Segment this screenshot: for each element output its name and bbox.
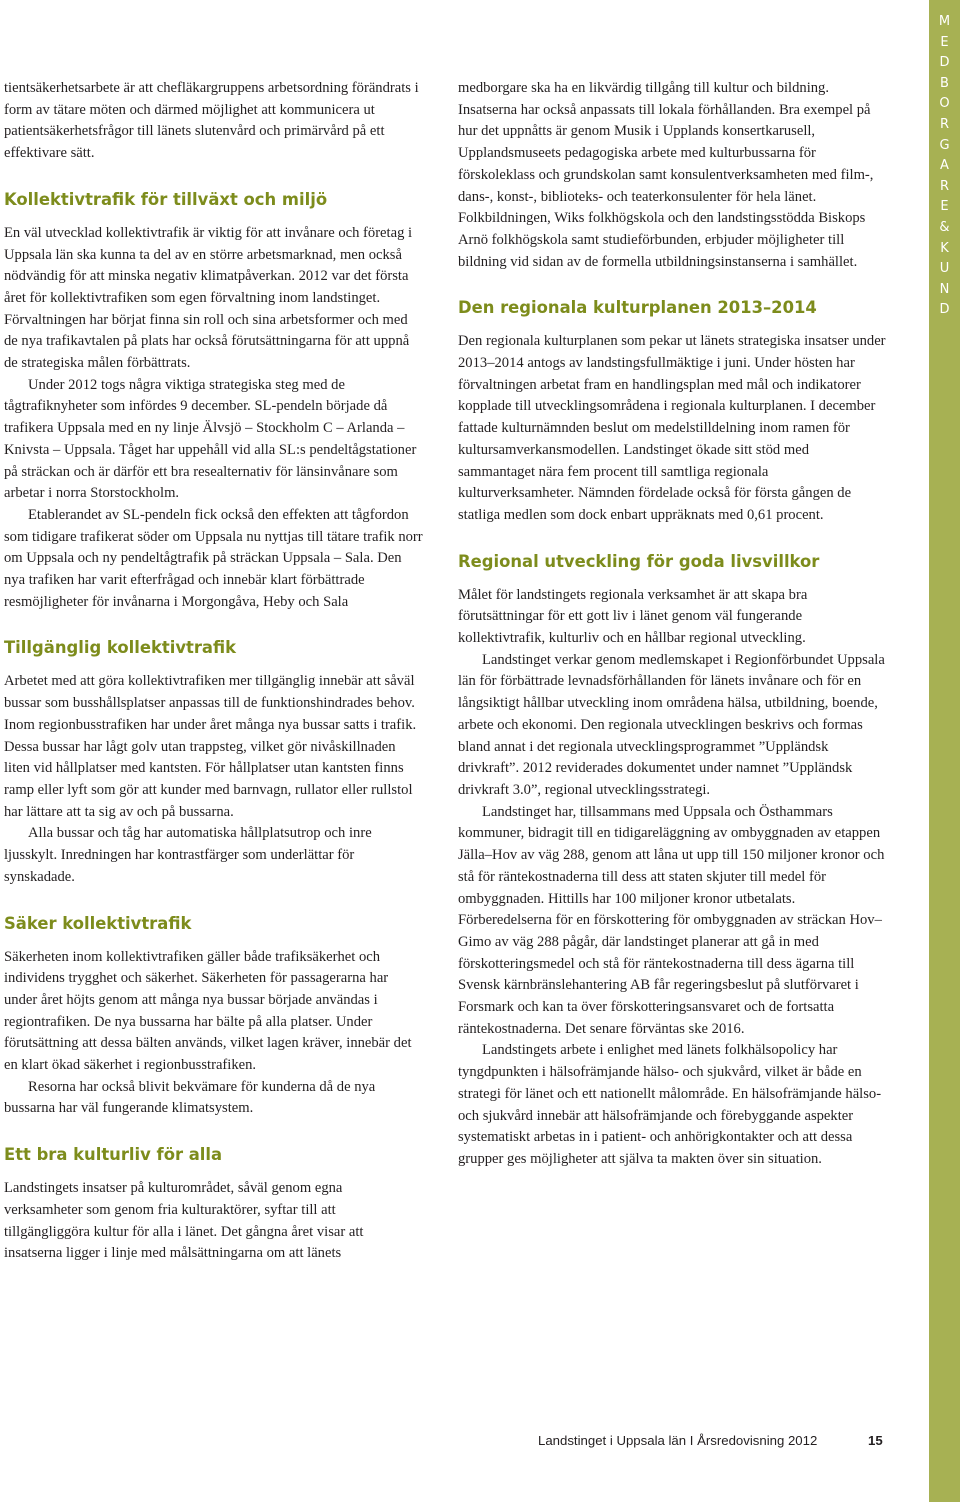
paragraph: En väl utvecklad kollektivtrafik är viktig för att invånare och företag i Uppsala län ska kunna ta del av en större arbetsmarknad, men också nödvändig för att minska negativ klimatpåverkan. 2012 var det första året för kollektivtrafiken som egen förvaltning inom landstinget. Förvaltningen har börjat finna sin roll och sina arbetsformer och med de nya trafikavtalen på plats har också förutsättningarna för att uppnå de strategiska målen förbättrats.	[4, 224, 413, 372]
left-column	[4, 78, 424, 1265]
sidebar-letter: N	[939, 281, 950, 297]
footer-text: Landstinget i Uppsala län I Årsredovisning 2012	[538, 1433, 818, 1448]
paragraph: Landstinget har, tillsammans med Uppsala och Östhammars kommuner, bidragit till en tidigareläggning av ombyggnaden av etappen Jälla–Hov av väg 288, genom att låna ut upp till 150 miljoner kronor och stå för räntekostnaderna till dess att staten skjuter till medel för ombyggnaden. Hittills har 100 miljoner kronor utbetalats. Förberedelserna för en förskottering för ombyggnaden av sträckan Hov–Gimo av väg 288 pågår, där landstinget planerar att gå in med förskotteringsmedel och stå för räntekostnaderna till dess ägarna till Svensk kärnbränslehantering AB får regeringsbeslut på slutförvaret i Forsmark och kan ta över förskotteringsansvaret och de fortsatta räntekostnaderna. Det senare förväntas ske 2016.	[458, 803, 885, 1037]
paragraph: Alla bussar och tåg har automatiska hållplatsutrop och inre ljusskylt. Inredningen har kontrastfärger som underlättar för synskadade.	[4, 825, 372, 885]
heading-saker: Säker kollektivtrafik	[4, 913, 192, 933]
paragraph: Målet för landstingets regionala verksamhet är att skapa bra förutsättningar för ett gott liv i länet genom väl fungerande kollektivtrafik, kulturliv och en hållbar regional utveckling.	[458, 586, 808, 647]
sidebar-letter: M	[938, 14, 951, 29]
sidebar-letter: K	[940, 240, 949, 256]
section-sidebar-tab	[929, 0, 960, 1502]
left-intro-paragraph: tientsäkerhetsarbete är att chefläkargruppens arbetsordning förändrats i form av tätare möten och därmed möjlighet att kommunicera ut patientsäkerhetsfrågor till länets slutenvård och primärvård på ett effektivare sätt.	[4, 80, 419, 162]
sidebar-letter: E	[940, 34, 949, 50]
page-number: 15	[868, 1433, 883, 1448]
paragraph: Landstinget verkar genom medlemskapet i Regionförbundet Uppsala län för förbättrade levnadsförhållanden för länets invånare och för en långsiktigt hållbar utveckling inom områdena hälsa, utbildning, boende, arbete och ekonomi. Den regionala utvecklingen beskrivs och formas bland annat i det regionala utvecklingsprogrammet ”Uppländsk drivkraft”. 2012 reviderades dokumentet under namnet ”Uppländsk drivkraft 3.0”, regional utvecklingsstrategi.	[458, 651, 885, 798]
sidebar-letter: B	[940, 75, 949, 91]
sidebar-letter: R	[939, 116, 950, 132]
sidebar-letter: R	[939, 178, 950, 194]
heading-tillganglig: Tillgänglig kollektivtrafik	[4, 638, 237, 658]
sidebar-letter: D	[939, 302, 950, 318]
paragraph: Etablerandet av SL-pendeln fick också den effekten att tågfordon som tidigare trafikerat söder om Uppsala nu nyttjas till tätare trafik norr om Uppsala och ny pendeltågtrafik på sträckan Uppsala – Sala. Den nya trafiken har varit efterfrågad och innebär klart förbättrade resmöjligheter för invånarna i Morgongåva, Heby och Sala	[4, 506, 423, 610]
heading-regional: Regional utveckling för goda livsvillkor	[458, 551, 820, 571]
sidebar-letter: A	[940, 158, 949, 174]
sidebar-letter: D	[939, 55, 950, 71]
right-intro-paragraph: medborgare ska ha en likvärdig tillgång till kultur och bildning. Insatserna har också anpassats till lokala förhållanden. Bra exempel på hur det uppnåtts är genom Musik i Upplands konsertkarusell, Upplandsmuseets pedagogiska arbete med kulturbussarna för förskoleklass och grundskolan samt konsulentverksamheten med film-, dans-, konst-, biblioteks- och teaterkonsulenter för hela länet. Folkbildningen, Wiks folkhögskola och den landstingsstödda Biskops Arnö folkhögskola samt studieförbunden, erbjuder möjligheter till bildning vid sidan av de formella utbildningsinstanserna i samhället.	[458, 80, 874, 270]
paragraph: Arbetet med att göra kollektivtrafiken mer tillgänglig innebär att såväl bussar som busshållsplatser anpassas till de funktionshindrades behov. Inom regionbusstrafiken har under året många nya bussar satts i trafik. Dessa bussar har lågt golv utan trappsteg, vilket gör nivåskillnaden liten vid hållplatser med kantsten. För hållplatser utan kantsten finns ramp eller lyft som gör att kunder med barnvagn, rullator eller rullstol har lättare att ta sig av och på bussarna.	[4, 673, 417, 820]
heading-kollektivtrafik: Kollektivtrafik för tillväxt och miljö	[4, 189, 328, 209]
sidebar-letter: G	[939, 137, 950, 153]
sidebar-letter: E	[940, 199, 949, 215]
heading-kulturliv: Ett bra kulturliv för alla	[4, 1145, 223, 1165]
paragraph: Säkerheten inom kollektivtrafiken gäller både trafiksäkerhet och individens trygghet och säkerhet. Säkerheten för passagerarna har under året höjts genom att många nya bussar började användas i regiontrafiken. De nya bussarna har bälte på alla platser. Under förutsättning att dessa bälten används, vilket lagen kräver, innebär det en klart ökad säkerhet i regionbusstrafiken.	[4, 948, 412, 1074]
paragraph: Under 2012 togs några viktiga strategiska steg med de tågtrafiknyheter som infördes 9 december. SL-pendeln började då trafikera Uppsala med en ny linje Älvsjö – Stockholm C – Arlanda – Knivsta – Uppsala. Tåget har uppehåll vid alla SL:s pendeltågstationer på sträckan och är därför ett bra resealternativ för länsinvånare som arbetar i norra Storstockholm.	[4, 376, 417, 502]
page-footer	[538, 1433, 888, 1448]
sidebar-letter: U	[939, 261, 950, 277]
paragraph: Den regionala kulturplanen som pekar ut länets strategiska insatser under 2013–2014 antogs av landstingsfullmäktige i juni. Under hösten har förvaltningen arbetat fram en handlingsplan med mål och indikatorer kopplade till utvecklingsområdena i regionala kulturplanen. I december fattade kulturnämnden beslut om medelstilldelning inom ramen för kultursamverkansmodellen. Landstinget ökade sitt stöd med sammantaget nära fem procent till samtliga regionala kulturverksamheter. Nämnden fördelade också för första gången de statliga medlen som dock enbart uppräknats med 0,61 procent.	[458, 333, 886, 523]
paragraph: Landstingets arbete i enlighet med länets folkhälsopolicy har tyngdpunkten i hälsofrämjande hälso- och sjukvård, vilket är både en strategi för länet och ett nationellt målområde. En hälsofrämjande hälso- och sjukvård innebär att hälsofrämjande och förebyggande aspekter systematiskt arbetas in i patient- och anhörigkontakter och att dessa grupper ges möjligheter att själva ta makten över sin situation.	[458, 1042, 882, 1167]
sidebar-letters	[929, 12, 960, 321]
sidebar-letter: &	[939, 219, 950, 235]
paragraph: Landstingets insatser på kulturområdet, såväl genom egna verksamheter som genom fria kulturaktörer, syftar till att tillgängliggöra kultur för alla i länet. Det gångna året visar att insatserna ligger i linje med målsättningarna om att länets	[4, 1180, 364, 1262]
heading-kulturplan: Den regionala kulturplanen 2013–2014	[458, 298, 817, 318]
right-column	[458, 78, 886, 1171]
sidebar-letter: O	[939, 96, 950, 112]
paragraph: Resorna har också blivit bekvämare för kunderna då de nya bussarna har väl fungerande klimatsystem.	[4, 1078, 376, 1117]
